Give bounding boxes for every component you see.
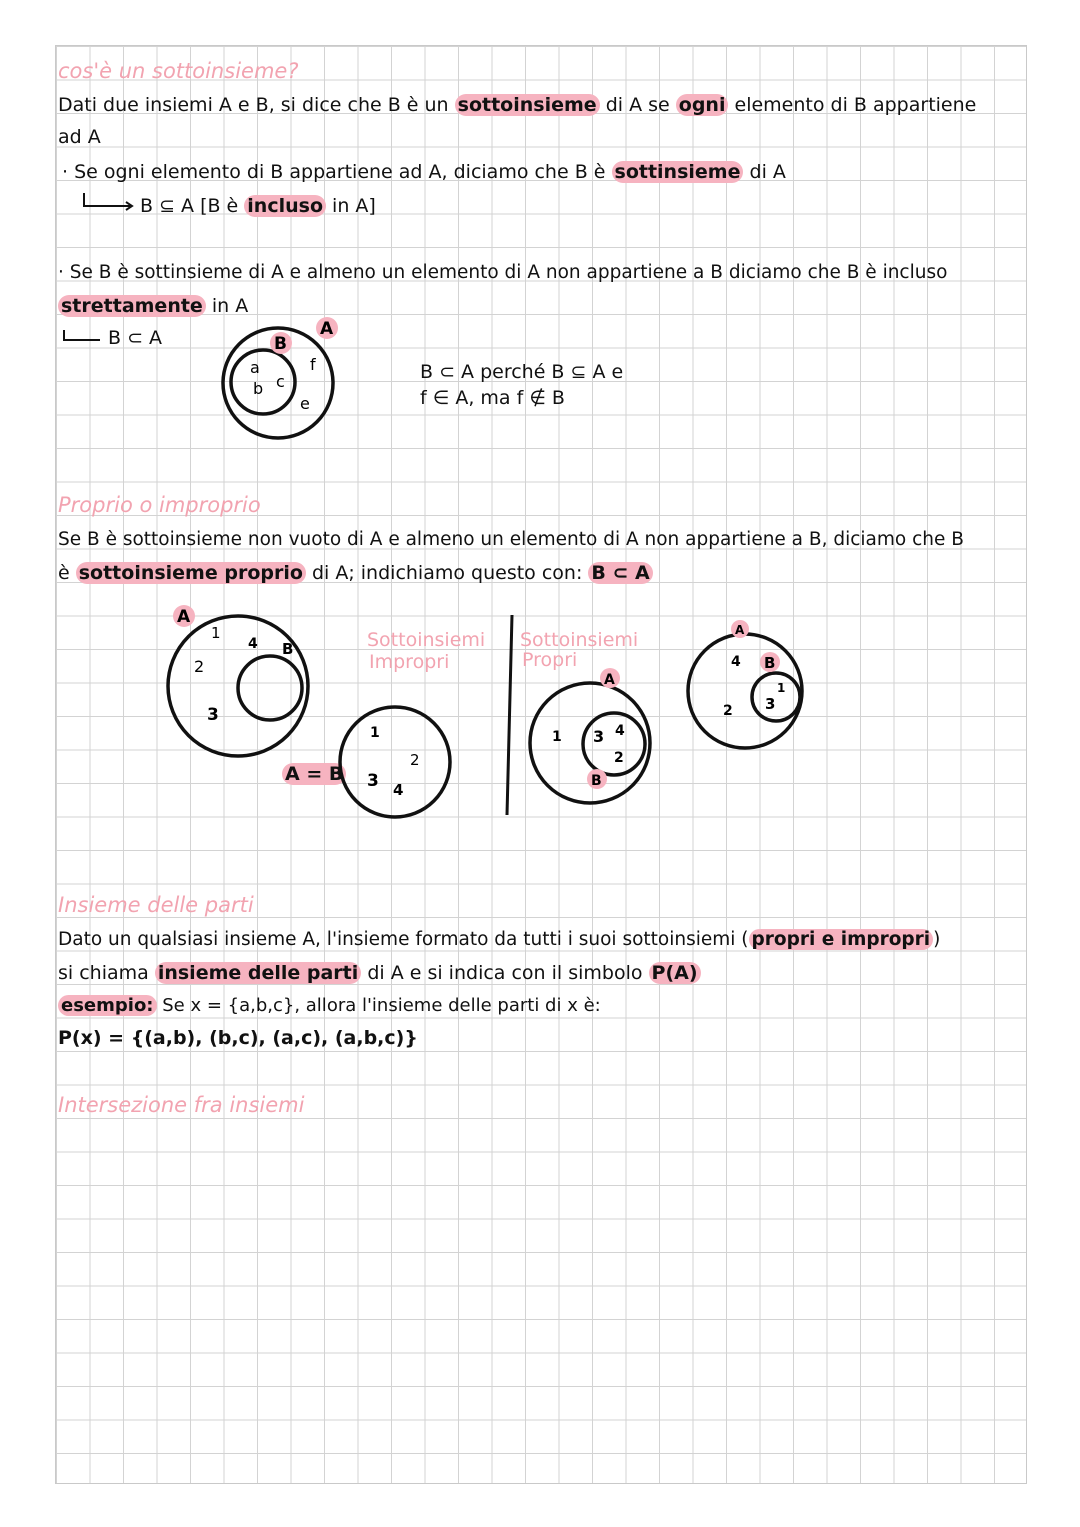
d2-element-1: 1 [211,624,221,642]
section-title-power-set: Insieme delle parti [58,893,254,917]
improper-title-2: Impropri [369,651,450,673]
explanation-line-2: f ∈ A, ma f ∉ B [420,387,565,409]
label-A: A [320,319,334,339]
d2-element-2: 2 [194,657,205,676]
label-A4: A [604,672,615,688]
section-title-intersection: Intersezione fra insiemi [58,1093,305,1117]
improper-title-1: Sottoinsiemi [367,629,486,651]
d2-element-3: 3 [207,705,219,725]
arrow-notation-2 [64,330,100,340]
bullet-subset: · Se ogni elemento di B appartiene ad A, diciamo che B è sottinsieme di A [62,161,786,183]
d3-element-4: 4 [393,781,404,799]
power-set-line-1: Dato un qualsiasi insieme A, l'insieme formato da tutti i suoi sottoinsiemi ( propri e impropri ) [58,929,941,950]
d4-element-3: 3 [593,727,605,746]
section-title-proper: Proprio o improprio [58,493,261,517]
d5-element-1: 1 [777,681,786,695]
power-set-example: esempio: Se x = {a,b,c}, allora l'insieme delle parti di x è: [58,996,601,1016]
element-c: c [276,372,285,391]
d3-element-1: 1 [370,725,380,741]
power-set-line-2: si chiama insieme delle parti di A e si indica con il simbolo P(A) [58,963,701,984]
element-a: a [250,358,260,377]
proper-definition-line-2: è sottoinsieme proprio di A; indichiamo questo con: B ⊂ A [58,563,653,584]
section-title-subset: cos'è un sottoinsieme? [58,59,299,83]
definition-line-1: Dati due insiemi A e B, si dice che B è un sottoinsieme di A se ogni elemento di B appartiene [58,94,977,116]
element-b: b [253,379,264,398]
d4-element-1: 1 [552,729,562,745]
d4-element-4: 4 [615,723,625,739]
arrow-notation-1 [84,193,130,206]
d5-element-2: 2 [723,703,733,719]
proper-title-1: Sottoinsiemi [520,629,639,651]
proper-definition-line-1: Se B è sottoinsieme non vuoto di A e almeno un elemento di A non appartiene a B, diciamo che B [58,529,964,550]
label-A5: A [735,623,745,637]
label-B: B [274,334,287,354]
element-e: e [300,394,310,413]
label-B5: B [764,654,776,672]
d2-element-4: 4 [248,636,258,652]
proper-title-2: Propri [522,649,578,671]
bullet-strict-line-1: · Se B è sottinsieme di A e almeno un elemento di A non appartiene a B diciamo che B è incluso [58,262,948,283]
bullet-strict-line-2: strettamente in A [58,296,248,317]
notation-strict: B ⊂ A [108,327,163,349]
power-set-formula: P(x) = {(a,b), (b,c), (a,c), (a,b,c)} [58,1027,418,1049]
label-B4: B [591,773,602,789]
explanation-line-1: B ⊂ A perché B ⊆ A e [420,361,624,383]
label-B2: B [282,640,294,658]
notation-subset: B ⊆ A [B è incluso in A] [140,195,376,217]
d5-element-4: 4 [731,654,741,670]
d3-element-2: 2 [410,751,420,769]
d3-element-3: 3 [367,771,379,791]
definition-line-2: ad A [58,126,101,148]
d4-element-2: 2 [614,750,624,766]
element-f: f [310,355,316,374]
label-A2: A [177,607,191,627]
equal-label: A = B [282,764,346,785]
d5-element-3: 3 [765,695,776,713]
